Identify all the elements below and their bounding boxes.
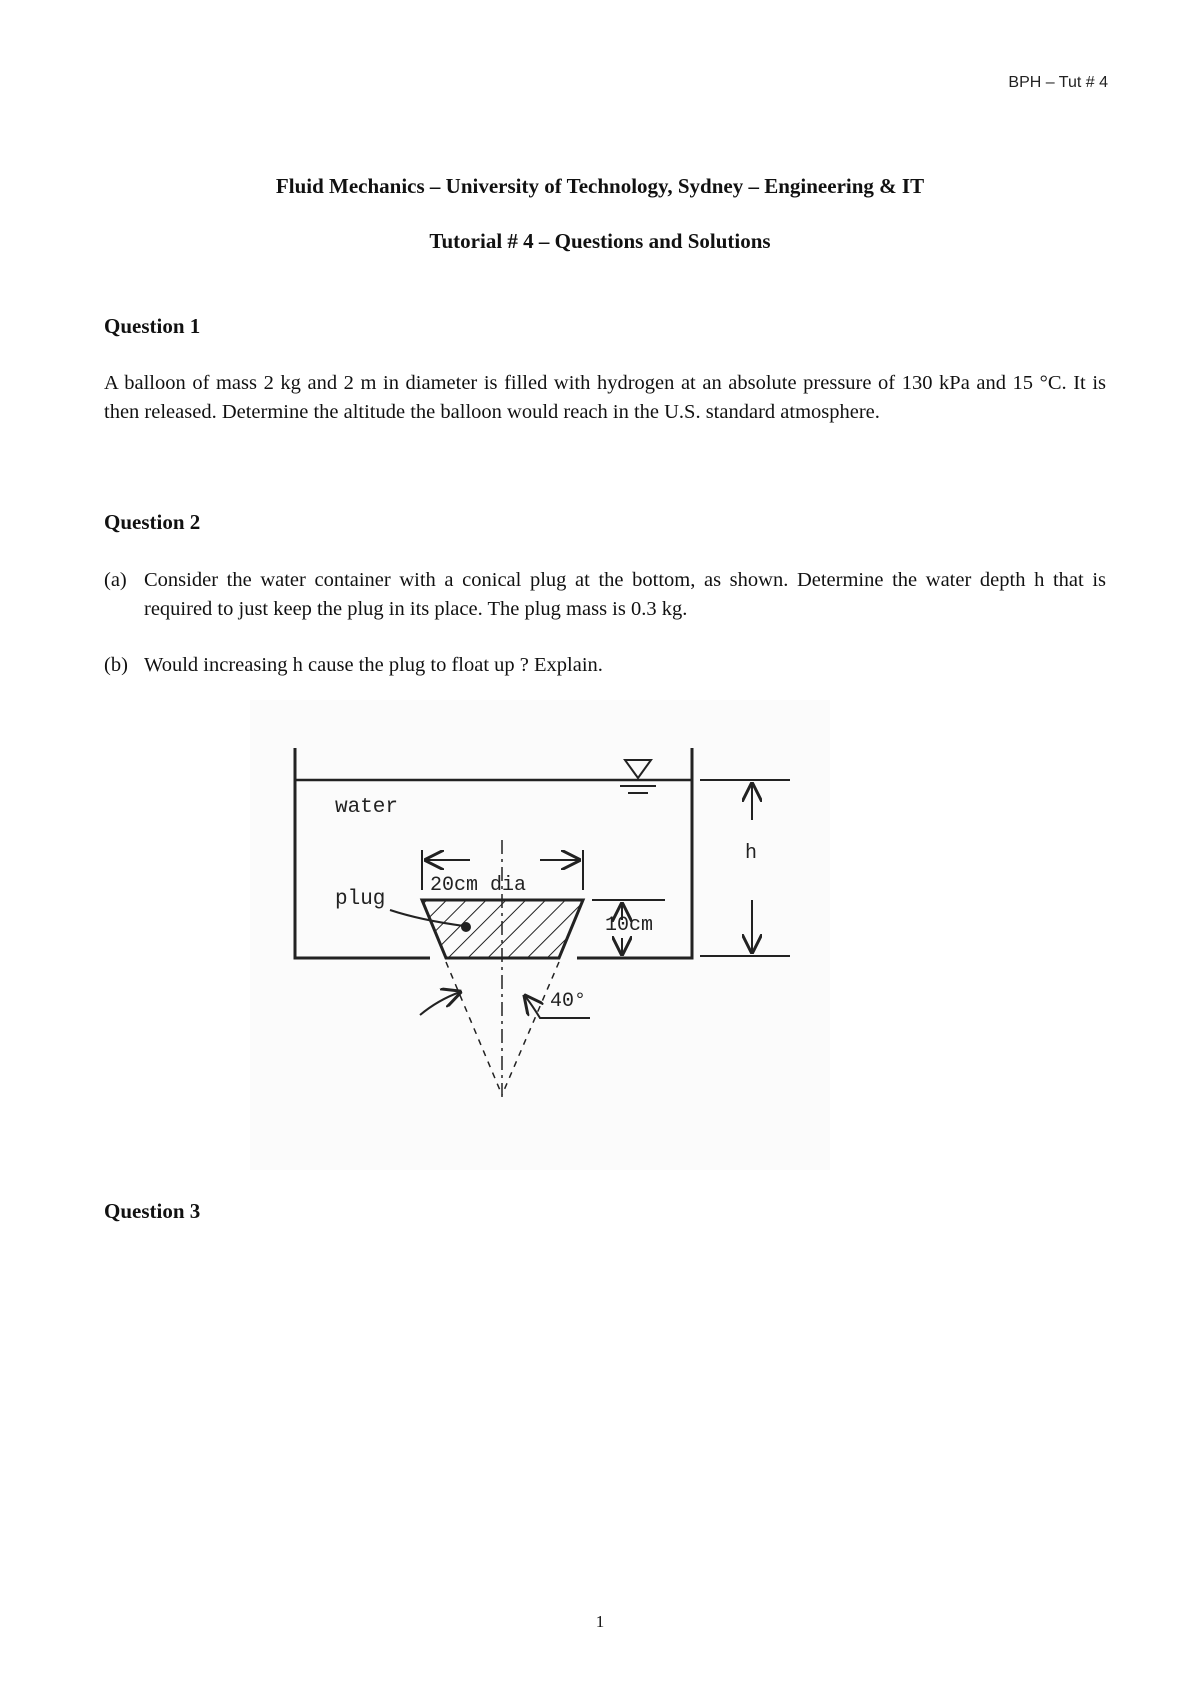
angle-label: 40° — [550, 990, 587, 1013]
document-title: Fluid Mechanics – University of Technology, Sydney – Engineering & IT — [275, 174, 925, 198]
question-2b-text: Would increasing h cause the plug to float up ? Explain. — [144, 654, 603, 676]
question-2a — [104, 566, 1106, 624]
question-2-heading: Question 2 — [104, 510, 201, 534]
question-2a-label: (a) — [104, 569, 127, 591]
header-code: BPH – Tut # 4 — [1008, 74, 1108, 91]
plug-height-label: 10cm — [605, 914, 654, 937]
document-subtitle: Tutorial # 4 – Questions and Solutions — [429, 229, 771, 253]
question-2b — [104, 651, 1106, 680]
plug-label: plug — [335, 888, 386, 911]
depth-label: h — [745, 842, 758, 865]
question-1-heading: Question 1 — [104, 314, 201, 338]
question-3-heading: Question 3 — [104, 1199, 201, 1223]
water-label: water — [335, 796, 399, 819]
conical-plug-figure — [250, 700, 830, 1170]
question-2b-label: (b) — [104, 654, 128, 676]
page-number: 1 — [595, 1612, 605, 1631]
plug-center-dot — [461, 922, 471, 932]
question-2a-text: Consider the water container with a conical plug at the bottom, as shown. Determine the water depth h that is required to just keep the plug in its place. The plug mass is 0.3 kg. — [144, 569, 1106, 620]
diameter-label: 20cm dia — [430, 874, 527, 897]
question-1-text: A balloon of mass 2 kg and 2 m in diameter is filled with hydrogen at an absolute pressure of 130 kPa and 15 °C. It is then released. Determine the altitude the balloon would reach in the U.S. standard atmosphere. — [104, 372, 1106, 423]
